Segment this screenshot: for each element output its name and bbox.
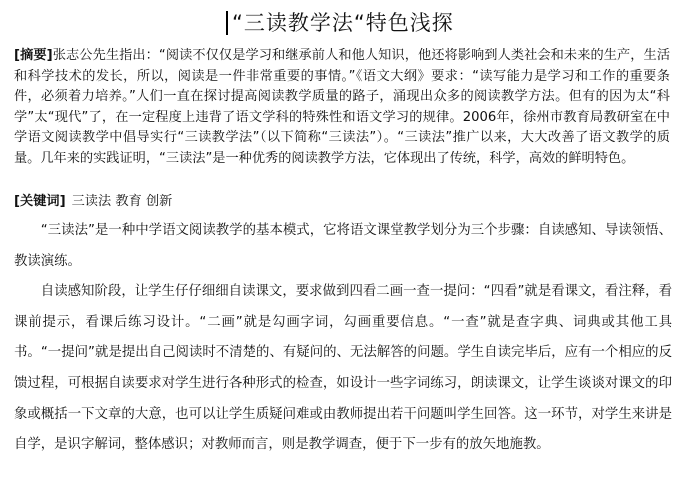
body-text[interactable]	[14, 216, 672, 461]
keywords-label: [关键词]	[14, 194, 66, 209]
abstract-label: [摘要]	[14, 48, 53, 63]
title-row	[0, 8, 682, 38]
abstract-text: 张志公先生指出：“阅读不仅仅是学习和继承前人和他人知识，他还将影响到人类社会和未来的生产，生活和科学技术的发长，所以，阅读是一件非常重要的事情。”《语文大纲》要求：“读写能力是学习和工作的重要条件，必须着力培养。”人们一直在探讨提高阅读教学质量的路子，涌现出众多的阅读教学方法。但有的因为太“科学”太“现代”了，在一定程度上违背了语文学科的特殊性和语文学习的规律。2006年，徐州市教育局教研室在中学语文阅读教学中倡导实行“三读教学法”（以下简称“三读法”）。“三读法”推广以来，大大改善了语文教学的质量。几年来的实践证明，“三读法”是一种优秀的阅读教学方法，它体现出了传统，科学，高效的鲜明特色。	[14, 48, 671, 166]
body-paragraph-2: 自读感知阶段，让学生仔仔细细自读课文，要求做到四看二画一查一提问：“四看”就是看课文，看注释，看课前提示，看课后练习设计。“二画”就是勾画字词，勾画重要信息。“一查”就是查字典、词典或其他工具书。“一提问”就是提出自己阅读时不清楚的、有疑问的、无法解答的问题。学生自读完毕后，应有一个相应的反馈过程，可根据自读要求对学生进行各种形式的检查，如设计一些字词练习，朗读课文，让学生谈谈对课文的印象或概括一下文章的大意，也可以让学生质疑问难或由教师提出若干问题叫学生回答。这一环节，对学生来讲是自学，是识字解词，整体感识；对教师而言，则是教学调查，便于下一步有的放矢地施教。	[14, 284, 672, 453]
body-paragraph-1: “三读法”是一种中学语文阅读教学的基本模式，它将语文课堂教学划分为三个步骤：自读感知、导读领悟、教读演练。	[14, 223, 672, 269]
abstract-paragraph[interactable]	[14, 46, 670, 169]
keywords-line[interactable]	[14, 192, 670, 212]
text-cursor	[226, 11, 228, 35]
keywords-text: 三读法 教育 创新	[71, 194, 173, 209]
document-title[interactable]: “三读教学法“特色浅探	[232, 11, 454, 35]
